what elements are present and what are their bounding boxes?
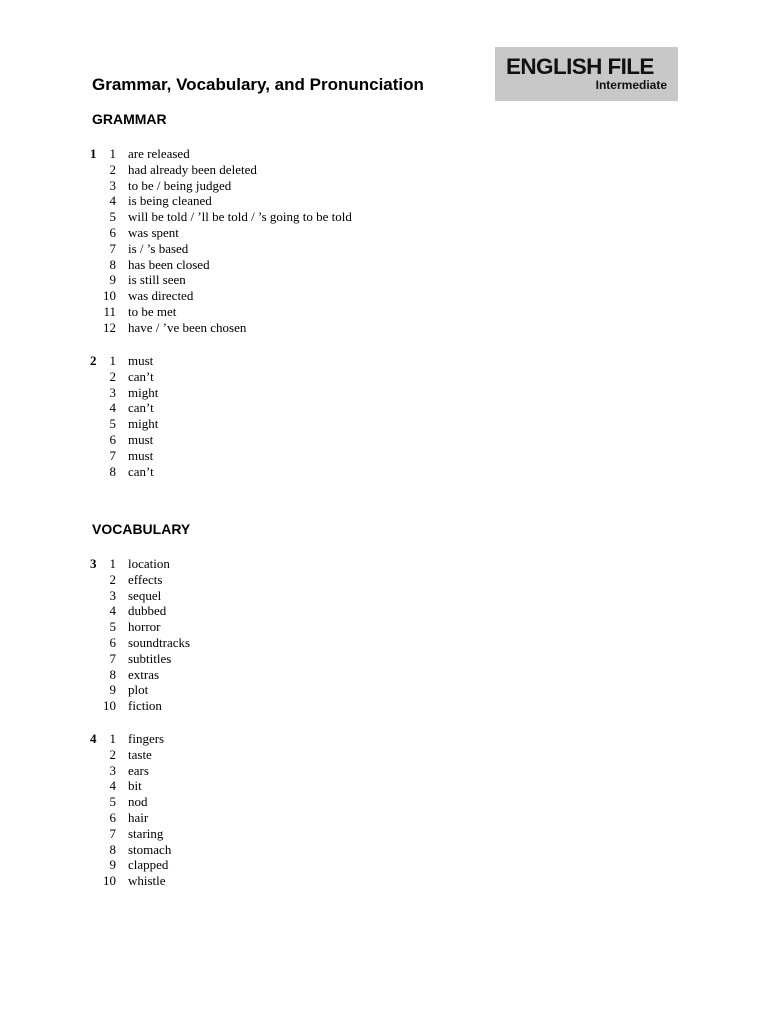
item-answer: had already been deleted	[128, 161, 257, 177]
item-number: 3	[109, 384, 116, 400]
answer-item	[0, 588, 768, 604]
item-answer: ears	[128, 762, 149, 778]
answer-item	[0, 682, 768, 698]
item-number: 1	[109, 731, 116, 746]
item-number: 5	[109, 209, 116, 225]
answer-list	[0, 731, 768, 889]
answer-item	[0, 209, 768, 225]
item-answer: is still seen	[128, 272, 186, 288]
answer-item	[0, 320, 768, 336]
answer-item	[0, 146, 768, 162]
item-answer: subtitles	[128, 650, 172, 666]
answer-item	[0, 619, 768, 635]
answer-item	[0, 416, 768, 432]
item-number: 4	[109, 603, 116, 619]
item-number: 2	[109, 161, 116, 177]
item-answer: whistle	[128, 873, 166, 889]
item-answer: extras	[128, 666, 160, 682]
answer-item	[0, 698, 768, 714]
item-answer: fiction	[128, 698, 162, 714]
answer-item	[0, 448, 768, 464]
answer-item	[0, 842, 768, 858]
answer-item	[0, 667, 768, 683]
answer-item	[0, 651, 768, 667]
vocabulary-heading: VOCABULARY	[92, 521, 191, 537]
item-number: 4	[109, 193, 116, 209]
item-answer: have / ’ve been chosen	[128, 319, 247, 335]
item-number: 10	[103, 698, 116, 714]
logo-title: ENGLISH FILE	[506, 54, 654, 79]
answer-item	[0, 873, 768, 889]
item-answer: horror	[128, 619, 161, 635]
item-answer: hair	[128, 809, 149, 825]
answer-item	[0, 556, 768, 572]
item-number: 3	[109, 177, 116, 193]
item-number: 7	[109, 825, 116, 841]
answer-list	[0, 353, 768, 479]
item-number: 6	[109, 224, 116, 240]
answer-item	[0, 257, 768, 273]
item-answer: to be met	[128, 303, 177, 319]
item-answer: is / ’s based	[128, 240, 189, 256]
item-number: 5	[109, 619, 116, 635]
exercise-number: 3	[90, 556, 97, 571]
item-number: 5	[109, 416, 116, 432]
logo-subtitle: Intermediate	[595, 78, 667, 92]
item-number: 1	[109, 556, 116, 571]
answer-item	[0, 857, 768, 873]
item-number: 7	[109, 650, 116, 666]
answer-item	[0, 225, 768, 241]
item-number: 7	[109, 447, 116, 463]
answer-item	[0, 193, 768, 209]
answer-item	[0, 778, 768, 794]
item-number: 8	[109, 841, 116, 857]
exercise-number: 4	[90, 731, 97, 746]
item-answer: sequel	[128, 587, 162, 603]
answer-item	[0, 353, 768, 369]
grammar-heading: GRAMMAR	[92, 111, 167, 127]
item-number: 8	[109, 666, 116, 682]
item-answer: to be / being judged	[128, 177, 232, 193]
answer-item	[0, 810, 768, 826]
page-title: Grammar, Vocabulary, and Pronunciation	[92, 75, 424, 94]
item-number: 2	[109, 746, 116, 762]
answer-item	[0, 288, 768, 304]
item-number: 3	[109, 762, 116, 778]
item-number: 4	[109, 400, 116, 416]
item-answer: is being cleaned	[128, 193, 212, 209]
item-answer: was directed	[128, 288, 194, 304]
item-number: 6	[109, 431, 116, 447]
item-answer: might	[128, 416, 159, 432]
item-number: 8	[109, 256, 116, 272]
item-answer: can’t	[128, 368, 154, 384]
item-answer: plot	[128, 682, 149, 698]
answer-item	[0, 178, 768, 194]
item-answer: must	[128, 447, 154, 463]
exercise-number: 1	[90, 146, 97, 161]
item-answer: effects	[128, 571, 163, 587]
answer-item	[0, 794, 768, 810]
answer-item	[0, 763, 768, 779]
answer-item	[0, 572, 768, 588]
item-answer: location	[128, 556, 170, 571]
answer-item	[0, 826, 768, 842]
item-number: 7	[109, 240, 116, 256]
item-number: 1	[109, 146, 116, 161]
item-number: 5	[109, 794, 116, 810]
item-answer: must	[128, 353, 154, 368]
item-number: 9	[109, 682, 116, 698]
answer-item	[0, 369, 768, 385]
item-number: 3	[109, 587, 116, 603]
answer-item	[0, 747, 768, 763]
item-answer: bit	[128, 778, 142, 794]
item-number: 2	[109, 571, 116, 587]
item-answer: dubbed	[128, 603, 167, 619]
item-answer: can’t	[128, 463, 154, 479]
item-number: 10	[103, 288, 116, 304]
item-answer: nod	[128, 794, 148, 810]
answer-item	[0, 731, 768, 747]
item-number: 11	[103, 303, 116, 319]
item-number: 9	[109, 272, 116, 288]
item-answer: will be told / ’ll be told / ’s going to be told	[128, 209, 352, 225]
item-number: 2	[109, 368, 116, 384]
item-number: 10	[103, 873, 116, 889]
answer-item	[0, 241, 768, 257]
item-number: 4	[109, 778, 116, 794]
answer-list	[0, 556, 768, 714]
answer-item	[0, 635, 768, 651]
item-answer: was spent	[128, 224, 179, 240]
item-answer: taste	[128, 746, 152, 762]
item-number: 12	[103, 319, 116, 335]
answer-item	[0, 400, 768, 416]
item-answer: clapped	[128, 857, 169, 873]
item-answer: soundtracks	[128, 634, 191, 650]
item-answer: might	[128, 384, 159, 400]
item-answer: fingers	[128, 731, 165, 746]
exercise-number: 2	[90, 353, 97, 368]
answer-item	[0, 385, 768, 401]
item-answer: has been closed	[128, 256, 210, 272]
item-number: 6	[109, 809, 116, 825]
answer-list	[0, 146, 768, 336]
item-answer: must	[128, 431, 154, 447]
answer-item	[0, 603, 768, 619]
item-answer: stomach	[128, 841, 172, 857]
item-answer: are released	[128, 146, 190, 161]
answer-item	[0, 432, 768, 448]
english-file-logo	[495, 47, 678, 101]
answer-item	[0, 304, 768, 320]
answer-item	[0, 464, 768, 480]
item-answer: staring	[128, 825, 164, 841]
item-answer: can’t	[128, 400, 154, 416]
answer-item	[0, 272, 768, 288]
item-number: 9	[109, 857, 116, 873]
item-number: 1	[109, 353, 116, 368]
item-number: 6	[109, 634, 116, 650]
item-number: 8	[109, 463, 116, 479]
answer-item	[0, 162, 768, 178]
